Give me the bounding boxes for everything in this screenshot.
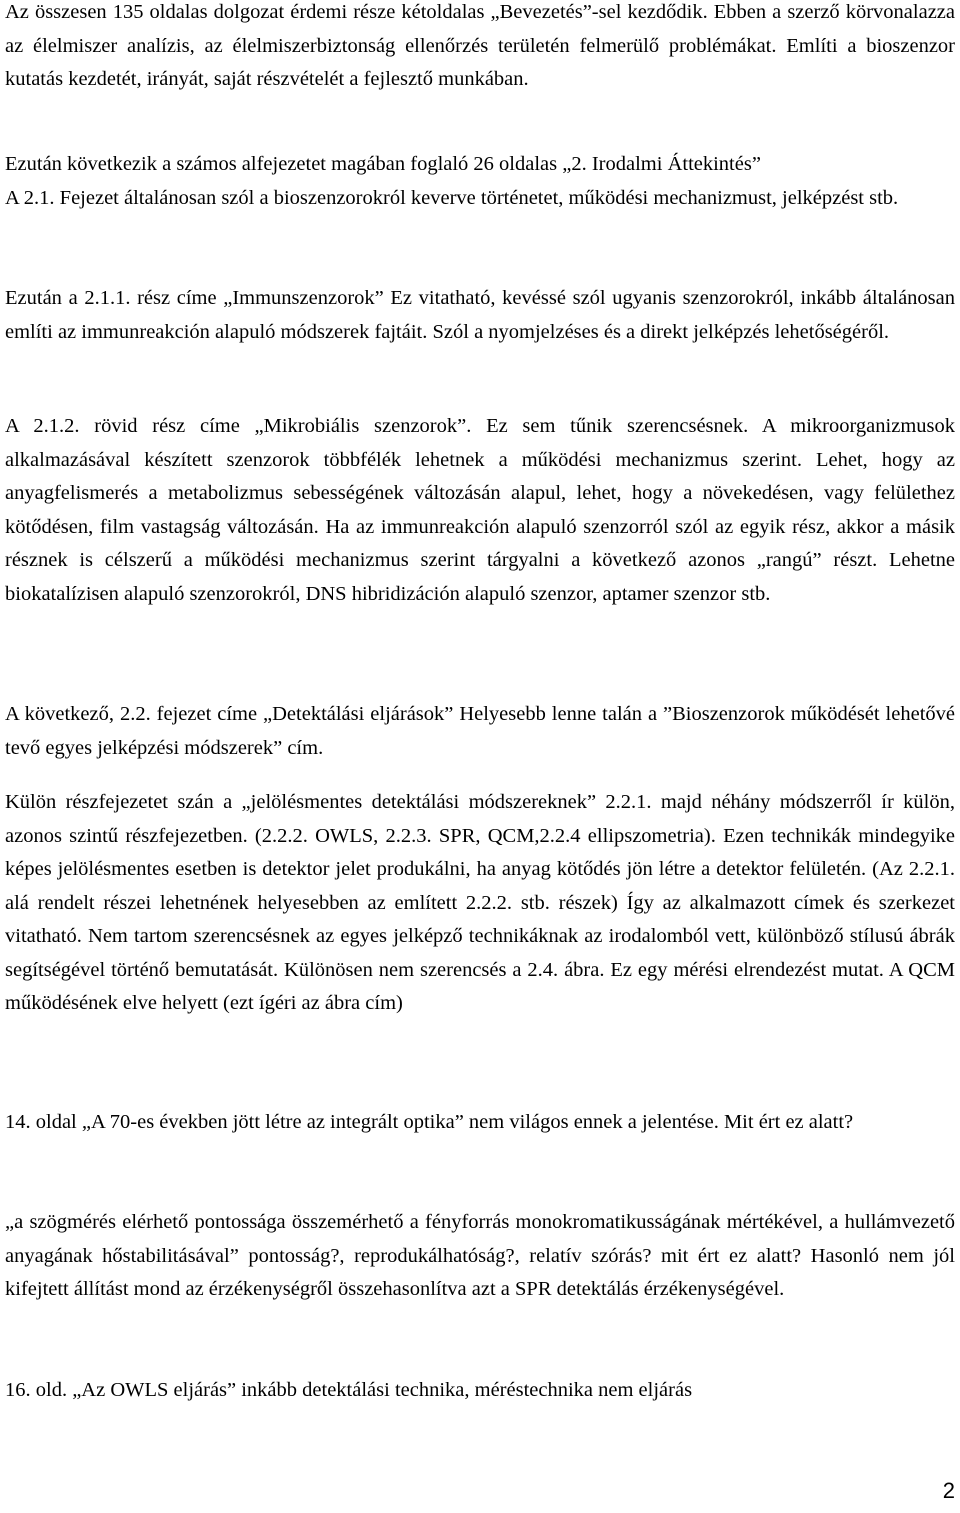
paragraph-chapter-2-1: A 2.1. Fejezet általánosan szól a bioszenzorokról keverve történetet, működési mechanizmust, jelképzést stb. (5, 187, 899, 209)
paragraph-intro: Az összesen 135 oldalas dolgozat érdemi része kétoldalas „Bevezetés”-sel kezdődik. Ebben a szerző körvonalazza az élelmiszer analízis, az élelmiszerbiztonság ellenőrzés területén felmerülő problémákat. Említi a bioszenzor kutatás kezdetét, irányát, saját részvételét a fejlesztő munkában. (5, 1, 955, 90)
paragraph-page-14: 14. oldal „A 70-es években jött létre az integrált optika” nem világos ennek a jelentése. Mit ért ez alatt? (5, 1111, 854, 1133)
paragraph-chapter-2-2: A következő, 2.2. fejezet címe „Detektálási eljárások” Helyesebb lenne talán a ”Bioszenzorok működését lehetővé tevő egyes jelképzési módszerek” cím. (5, 703, 955, 759)
paragraph-chapter-2-1-1: Ezután a 2.1.1. rész címe „Immunszenzorok” Ez vitatható, kevéssé szól ugyanis szenzorokról, inkább általánosan említi az immunreakción alapuló módszerek fajtáit. Szól a nyomjelzéses és a direkt jelképzés lehetőségéről. (5, 287, 955, 343)
paragraph-label-free-methods: Külön részfejezetet szán a „jelölésmentes detektálási módszereknek” 2.2.1. majd néhány módszerről ír külön, azonos szintű részfejezetben. (2.2.2. OWLS, 2.2.3. SPR, QCM,2.2.4 ellipszometria). Ezen technikák mindegyike képes jelölésmentes esetben is detektor jelet produkálni, ha anyag kötődés jön létre a detektor felületén. (Az 2.2.1. alá rendelt részei lehetnének helyesebben az említett 2.2.2. stb. részek) Így az alkalmazott címek és szerkezet vitatható. Nem tartom szerencsésnek az egyes jelképző technikáknak az irodalomból vett, különböző stílusú ábrák segítségével történő bemutatását. Különösen nem szerencsés a 2.4. ábra. Ez egy mérési elrendezést mutat. A QCM működésének elve helyett (ezt ígéri az ábra cím) (5, 791, 955, 1014)
paragraph-page-16: 16. old. „Az OWLS eljárás” inkább detektálási technika, méréstechnika nem eljárás (5, 1379, 693, 1401)
paragraph-chapter-2-1-2: A 2.1.2. rövid rész címe „Mikrobiális szenzorok”. Ez sem tűnik szerencsésnek. A mikroorganizmusok alkalmazásával készített szenzorok többfélék lehetnek a működési mechanizmus szerint. Lehet, hogy az anyagfelismerés a metabolizmus sebességének változásán alapul, lehet, hogy a növekedésen, vagy felülethez kötődésen, film vastagság változásán. Ha az immunreakción alapuló szenzorról szól az egyik rész, akkor a másik résznek is célszerű a működési mechanizmus szerint tárgyalni a következő azonos „rangú” részt. Lehetne biokatalízisen alapuló szenzorokról, DNS hibridizáción alapuló szenzor, aptamer szenzor stb. (5, 415, 955, 605)
paragraph-literature-review: Ezután következik a számos alfejezetet magában foglaló 26 oldalas „2. Irodalmi Áttekintés” (5, 153, 761, 175)
paragraph-angle-measurement-quote: „a szögmérés elérhető pontossága összemérhető a fényforrás monokromatikusságának mértékével, a hullámvezető anyagának hőstabilitásával” pontosság?, reprodukálhatóság?, relatív szórás? mit ért ez alatt? Hasonló nem jól kifejtett állítást mond az érzékenységről összehasonlítva azt a SPR detektálás érzékenységével. (5, 1211, 955, 1300)
page-number: 2 (942, 1478, 955, 1503)
